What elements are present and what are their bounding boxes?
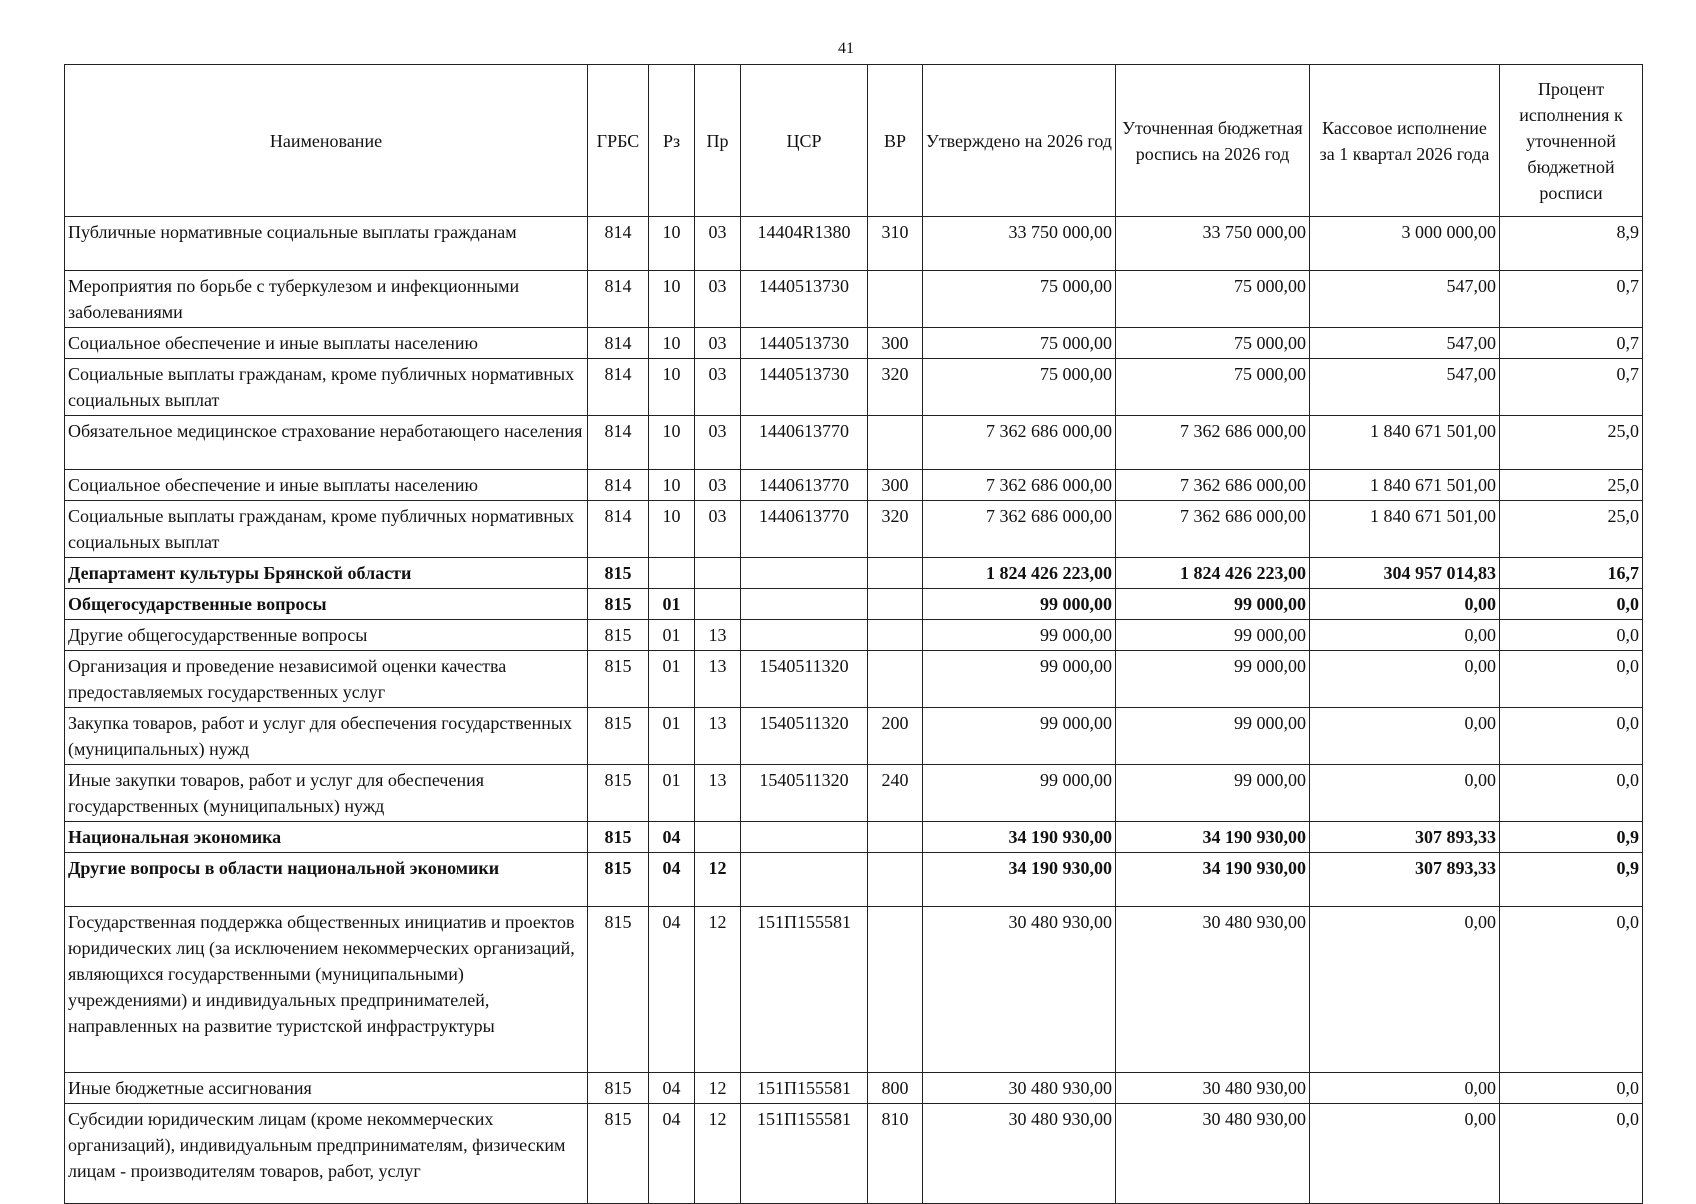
row-percent: 25,0 bbox=[1500, 501, 1643, 558]
row-vr bbox=[868, 620, 923, 651]
row-percent: 0,0 bbox=[1500, 651, 1643, 708]
table-row bbox=[65, 359, 1643, 416]
row-pr: 03 bbox=[695, 359, 741, 416]
row-grbs: 815 bbox=[588, 853, 649, 907]
row-vr: 310 bbox=[868, 217, 923, 271]
row-name: Обязательное медицинское страхование неработающего населения bbox=[65, 416, 588, 470]
table-row bbox=[65, 328, 1643, 359]
row-cash: 3 000 000,00 bbox=[1310, 217, 1500, 271]
row-rz: 10 bbox=[649, 416, 695, 470]
row-approved: 34 190 930,00 bbox=[923, 853, 1116, 907]
row-approved: 75 000,00 bbox=[923, 271, 1116, 328]
row-pr: 13 bbox=[695, 708, 741, 765]
row-vr bbox=[868, 907, 923, 1073]
row-refined: 34 190 930,00 bbox=[1116, 853, 1310, 907]
header-approved: Утверждено на 2026 год bbox=[923, 65, 1116, 217]
row-pr: 03 bbox=[695, 501, 741, 558]
row-csr: 1440613770 bbox=[741, 501, 868, 558]
row-vr bbox=[868, 416, 923, 470]
row-csr: 1440513730 bbox=[741, 359, 868, 416]
row-cash: 1 840 671 501,00 bbox=[1310, 470, 1500, 501]
row-vr: 300 bbox=[868, 470, 923, 501]
row-cash: 304 957 014,83 bbox=[1310, 558, 1500, 589]
header-name: Наименование bbox=[65, 65, 588, 217]
row-approved: 99 000,00 bbox=[923, 589, 1116, 620]
row-grbs: 814 bbox=[588, 217, 649, 271]
row-csr bbox=[741, 822, 868, 853]
row-csr: 1540511320 bbox=[741, 765, 868, 822]
row-refined: 75 000,00 bbox=[1116, 359, 1310, 416]
table-row bbox=[65, 501, 1643, 558]
row-csr: 151П155581 bbox=[741, 907, 868, 1073]
row-cash: 547,00 bbox=[1310, 359, 1500, 416]
row-grbs: 814 bbox=[588, 501, 649, 558]
row-csr bbox=[741, 620, 868, 651]
row-vr: 300 bbox=[868, 328, 923, 359]
row-name: Департамент культуры Брянской области bbox=[65, 558, 588, 589]
row-rz: 01 bbox=[649, 589, 695, 620]
row-percent: 0,7 bbox=[1500, 328, 1643, 359]
row-grbs: 815 bbox=[588, 589, 649, 620]
row-pr: 13 bbox=[695, 651, 741, 708]
row-pr: 13 bbox=[695, 765, 741, 822]
table-row bbox=[65, 853, 1643, 907]
table-row bbox=[65, 416, 1643, 470]
row-grbs: 814 bbox=[588, 328, 649, 359]
row-percent: 0,0 bbox=[1500, 1104, 1643, 1204]
row-percent: 0,9 bbox=[1500, 822, 1643, 853]
row-rz: 10 bbox=[649, 271, 695, 328]
row-approved: 99 000,00 bbox=[923, 651, 1116, 708]
row-name: Другие общегосударственные вопросы bbox=[65, 620, 588, 651]
row-approved: 30 480 930,00 bbox=[923, 1073, 1116, 1104]
row-refined: 99 000,00 bbox=[1116, 589, 1310, 620]
row-csr: 1440613770 bbox=[741, 416, 868, 470]
row-pr: 12 bbox=[695, 907, 741, 1073]
table-row bbox=[65, 1073, 1643, 1104]
row-refined: 7 362 686 000,00 bbox=[1116, 416, 1310, 470]
row-cash: 0,00 bbox=[1310, 1104, 1500, 1204]
row-grbs: 815 bbox=[588, 822, 649, 853]
row-percent: 0,0 bbox=[1500, 589, 1643, 620]
header-percent: Процент исполнения к уточненной бюджетной росписи bbox=[1500, 65, 1643, 217]
row-refined: 99 000,00 bbox=[1116, 651, 1310, 708]
row-refined: 30 480 930,00 bbox=[1116, 1073, 1310, 1104]
table-row bbox=[65, 217, 1643, 271]
row-percent: 0,0 bbox=[1500, 765, 1643, 822]
row-refined: 1 824 426 223,00 bbox=[1116, 558, 1310, 589]
budget-table bbox=[64, 64, 1643, 1204]
row-vr: 800 bbox=[868, 1073, 923, 1104]
row-rz: 01 bbox=[649, 620, 695, 651]
row-cash: 0,00 bbox=[1310, 620, 1500, 651]
row-approved: 30 480 930,00 bbox=[923, 907, 1116, 1073]
row-approved: 75 000,00 bbox=[923, 359, 1116, 416]
row-approved: 1 824 426 223,00 bbox=[923, 558, 1116, 589]
row-vr bbox=[868, 558, 923, 589]
row-approved: 99 000,00 bbox=[923, 620, 1116, 651]
row-vr bbox=[868, 271, 923, 328]
row-percent: 0,0 bbox=[1500, 1073, 1643, 1104]
row-pr: 12 bbox=[695, 1104, 741, 1204]
row-approved: 7 362 686 000,00 bbox=[923, 501, 1116, 558]
row-grbs: 814 bbox=[588, 359, 649, 416]
row-name: Организация и проведение независимой оценки качества предоставляемых государственных услуг bbox=[65, 651, 588, 708]
row-cash: 1 840 671 501,00 bbox=[1310, 501, 1500, 558]
table-row bbox=[65, 907, 1643, 1073]
row-refined: 99 000,00 bbox=[1116, 708, 1310, 765]
row-csr: 14404R1380 bbox=[741, 217, 868, 271]
row-cash: 547,00 bbox=[1310, 271, 1500, 328]
row-name: Публичные нормативные социальные выплаты гражданам bbox=[65, 217, 588, 271]
table-row bbox=[65, 822, 1643, 853]
row-csr: 1440513730 bbox=[741, 271, 868, 328]
row-approved: 99 000,00 bbox=[923, 708, 1116, 765]
row-pr: 12 bbox=[695, 853, 741, 907]
row-name: Другие вопросы в области национальной экономики bbox=[65, 853, 588, 907]
row-rz: 10 bbox=[649, 470, 695, 501]
row-pr bbox=[695, 589, 741, 620]
row-rz bbox=[649, 558, 695, 589]
row-name: Мероприятия по борьбе с туберкулезом и инфекционными заболеваниями bbox=[65, 271, 588, 328]
row-rz: 01 bbox=[649, 765, 695, 822]
row-refined: 33 750 000,00 bbox=[1116, 217, 1310, 271]
row-grbs: 815 bbox=[588, 907, 649, 1073]
row-vr: 320 bbox=[868, 501, 923, 558]
row-cash: 0,00 bbox=[1310, 589, 1500, 620]
table-row bbox=[65, 708, 1643, 765]
row-rz: 10 bbox=[649, 217, 695, 271]
header-cash: Кассовое исполнение за 1 квартал 2026 года bbox=[1310, 65, 1500, 217]
row-grbs: 815 bbox=[588, 651, 649, 708]
header-pr: Пр bbox=[695, 65, 741, 217]
row-vr: 200 bbox=[868, 708, 923, 765]
row-refined: 34 190 930,00 bbox=[1116, 822, 1310, 853]
row-grbs: 814 bbox=[588, 416, 649, 470]
row-refined: 7 362 686 000,00 bbox=[1116, 470, 1310, 501]
row-percent: 0,7 bbox=[1500, 271, 1643, 328]
row-pr: 03 bbox=[695, 470, 741, 501]
row-rz: 04 bbox=[649, 853, 695, 907]
table-row bbox=[65, 1104, 1643, 1204]
row-cash: 0,00 bbox=[1310, 1073, 1500, 1104]
row-percent: 25,0 bbox=[1500, 416, 1643, 470]
row-rz: 01 bbox=[649, 708, 695, 765]
row-pr: 03 bbox=[695, 217, 741, 271]
row-name: Социальные выплаты гражданам, кроме публичных нормативных социальных выплат bbox=[65, 359, 588, 416]
header-vr: ВР bbox=[868, 65, 923, 217]
row-approved: 30 480 930,00 bbox=[923, 1104, 1116, 1204]
row-pr: 03 bbox=[695, 328, 741, 359]
row-name: Иные закупки товаров, работ и услуг для обеспечения государственных (муниципальных) нужд bbox=[65, 765, 588, 822]
row-rz: 10 bbox=[649, 501, 695, 558]
row-pr: 03 bbox=[695, 271, 741, 328]
row-vr bbox=[868, 651, 923, 708]
row-approved: 7 362 686 000,00 bbox=[923, 416, 1116, 470]
row-vr: 320 bbox=[868, 359, 923, 416]
row-cash: 0,00 bbox=[1310, 907, 1500, 1073]
table-row bbox=[65, 651, 1643, 708]
row-name: Субсидии юридическим лицам (кроме некоммерческих организаций), индивидуальным предпринимателям, физическим лицам - производителям товаров, работ, услуг bbox=[65, 1104, 588, 1204]
row-percent: 8,9 bbox=[1500, 217, 1643, 271]
row-grbs: 815 bbox=[588, 708, 649, 765]
row-rz: 01 bbox=[649, 651, 695, 708]
row-grbs: 815 bbox=[588, 1073, 649, 1104]
row-name: Национальная экономика bbox=[65, 822, 588, 853]
row-cash: 307 893,33 bbox=[1310, 853, 1500, 907]
table-row bbox=[65, 558, 1643, 589]
row-csr bbox=[741, 853, 868, 907]
row-name: Иные бюджетные ассигнования bbox=[65, 1073, 588, 1104]
row-refined: 75 000,00 bbox=[1116, 271, 1310, 328]
row-approved: 34 190 930,00 bbox=[923, 822, 1116, 853]
row-pr: 12 bbox=[695, 1073, 741, 1104]
table-row bbox=[65, 589, 1643, 620]
row-name: Социальное обеспечение и иные выплаты населению bbox=[65, 470, 588, 501]
header-refined: Уточненная бюджетная роспись на 2026 год bbox=[1116, 65, 1310, 217]
row-rz: 10 bbox=[649, 359, 695, 416]
table-header-row bbox=[65, 65, 1643, 217]
row-vr: 810 bbox=[868, 1104, 923, 1204]
row-rz: 10 bbox=[649, 328, 695, 359]
table-row bbox=[65, 765, 1643, 822]
row-csr bbox=[741, 589, 868, 620]
row-pr bbox=[695, 558, 741, 589]
row-percent: 16,7 bbox=[1500, 558, 1643, 589]
row-cash: 547,00 bbox=[1310, 328, 1500, 359]
row-cash: 0,00 bbox=[1310, 765, 1500, 822]
table-row bbox=[65, 620, 1643, 651]
row-csr: 1540511320 bbox=[741, 651, 868, 708]
row-csr: 151П155581 bbox=[741, 1104, 868, 1204]
row-csr: 151П155581 bbox=[741, 1073, 868, 1104]
row-name: Социальные выплаты гражданам, кроме публичных нормативных социальных выплат bbox=[65, 501, 588, 558]
row-pr bbox=[695, 822, 741, 853]
row-csr: 1440613770 bbox=[741, 470, 868, 501]
row-cash: 1 840 671 501,00 bbox=[1310, 416, 1500, 470]
row-percent: 0,9 bbox=[1500, 853, 1643, 907]
row-vr bbox=[868, 853, 923, 907]
table-row bbox=[65, 470, 1643, 501]
page-number: 41 bbox=[838, 40, 854, 57]
row-pr: 13 bbox=[695, 620, 741, 651]
row-vr bbox=[868, 589, 923, 620]
row-name: Общегосударственные вопросы bbox=[65, 589, 588, 620]
row-cash: 307 893,33 bbox=[1310, 822, 1500, 853]
row-approved: 75 000,00 bbox=[923, 328, 1116, 359]
row-vr bbox=[868, 822, 923, 853]
row-percent: 0,0 bbox=[1500, 907, 1643, 1073]
row-rz: 04 bbox=[649, 1073, 695, 1104]
row-approved: 99 000,00 bbox=[923, 765, 1116, 822]
header-csr: ЦСР bbox=[741, 65, 868, 217]
row-percent: 0,0 bbox=[1500, 708, 1643, 765]
row-cash: 0,00 bbox=[1310, 708, 1500, 765]
row-pr: 03 bbox=[695, 416, 741, 470]
row-percent: 0,0 bbox=[1500, 620, 1643, 651]
row-grbs: 814 bbox=[588, 271, 649, 328]
row-refined: 75 000,00 bbox=[1116, 328, 1310, 359]
row-rz: 04 bbox=[649, 822, 695, 853]
row-approved: 7 362 686 000,00 bbox=[923, 470, 1116, 501]
row-vr: 240 bbox=[868, 765, 923, 822]
row-cash: 0,00 bbox=[1310, 651, 1500, 708]
row-percent: 25,0 bbox=[1500, 470, 1643, 501]
row-grbs: 815 bbox=[588, 765, 649, 822]
row-name: Закупка товаров, работ и услуг для обеспечения государственных (муниципальных) нужд bbox=[65, 708, 588, 765]
row-refined: 99 000,00 bbox=[1116, 765, 1310, 822]
row-csr bbox=[741, 558, 868, 589]
table-row bbox=[65, 271, 1643, 328]
row-name: Государственная поддержка общественных инициатив и проектов юридических лиц (за исключением некоммерческих организаций, являющихся государственными (муниципальными) учреждениями) и индивидуальных предпринимателей, направленных на развитие туристской инфраструктуры bbox=[65, 907, 588, 1073]
header-rz: Рз bbox=[649, 65, 695, 217]
row-refined: 30 480 930,00 bbox=[1116, 1104, 1310, 1204]
row-rz: 04 bbox=[649, 907, 695, 1073]
row-refined: 7 362 686 000,00 bbox=[1116, 501, 1310, 558]
header-grbs: ГРБС bbox=[588, 65, 649, 217]
row-grbs: 814 bbox=[588, 470, 649, 501]
row-approved: 33 750 000,00 bbox=[923, 217, 1116, 271]
row-csr: 1440513730 bbox=[741, 328, 868, 359]
row-percent: 0,7 bbox=[1500, 359, 1643, 416]
row-name: Социальное обеспечение и иные выплаты населению bbox=[65, 328, 588, 359]
row-grbs: 815 bbox=[588, 558, 649, 589]
row-grbs: 815 bbox=[588, 620, 649, 651]
row-csr: 1540511320 bbox=[741, 708, 868, 765]
row-grbs: 815 bbox=[588, 1104, 649, 1204]
row-refined: 30 480 930,00 bbox=[1116, 907, 1310, 1073]
row-refined: 99 000,00 bbox=[1116, 620, 1310, 651]
row-rz: 04 bbox=[649, 1104, 695, 1204]
